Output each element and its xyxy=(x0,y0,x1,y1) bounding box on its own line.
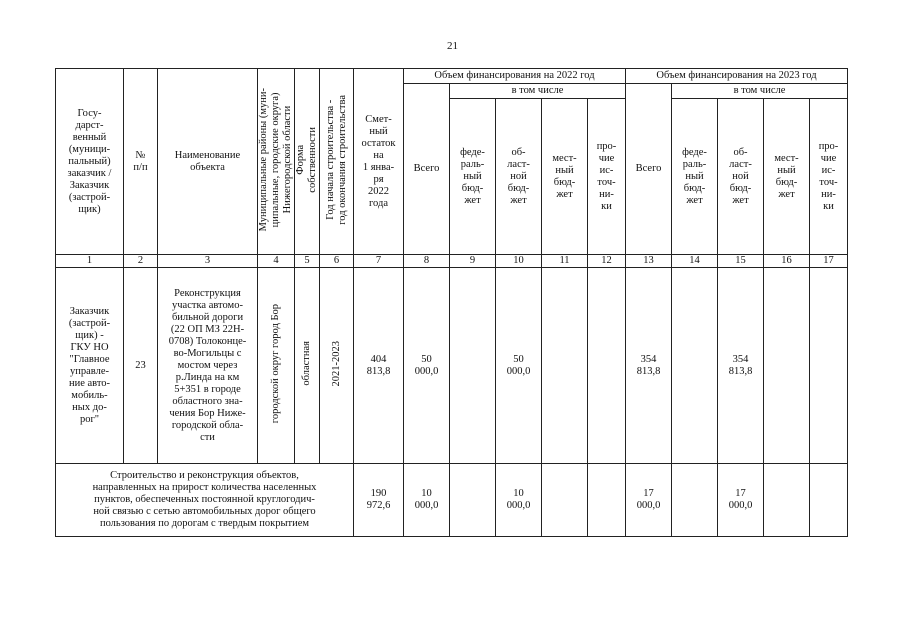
col-num: 17 xyxy=(810,255,848,268)
row1-customer: Заказчик (застрой- щик) - ГКУ НО "Главное управле- ние авто- мобиль- ных до- рог" xyxy=(56,268,124,464)
header-regional-2022: об- ласт- ной бюд- жет xyxy=(496,99,542,255)
row1-federal-2022 xyxy=(450,268,496,464)
row2-total-2023: 17 000,0 xyxy=(626,464,672,537)
row2-federal-2022 xyxy=(450,464,496,537)
row2-total-2022: 10 000,0 xyxy=(404,464,450,537)
col-num: 7 xyxy=(354,255,404,268)
header-customer: Госу- дарст- венный (муници- пальный) заказчик / Заказчик (застрой- щик) xyxy=(56,69,124,255)
row1-years xyxy=(320,268,354,464)
col-num: 12 xyxy=(588,255,626,268)
row2-local-2022 xyxy=(542,464,588,537)
row2-regional-2022: 10 000,0 xyxy=(496,464,542,537)
header-districts xyxy=(258,69,295,255)
row1-local-2023 xyxy=(764,268,810,464)
header-fin-2023: Объем финансирования на 2023 год xyxy=(626,69,848,84)
row1-district xyxy=(258,268,295,464)
col-num: 2 xyxy=(124,255,158,268)
table-row xyxy=(56,464,848,537)
financing-table xyxy=(55,68,848,537)
row2-description: Строительство и реконструкция объектов, направленных на прирост количества населенных пунктов, обеспеченных постоянной круглогодич- ной связью с сетью автомобильных дорог общего пользования по дорогам с твердым покрытием xyxy=(56,464,354,537)
col-num: 16 xyxy=(764,255,810,268)
header-districts-text: Муниципальные районы (муни- ципальные, городские округа) Нижегородской области xyxy=(258,87,293,232)
row1-num: 23 xyxy=(124,268,158,464)
row1-regional-2023: 354 813,8 xyxy=(718,268,764,464)
row1-total-2022: 50 000,0 xyxy=(404,268,450,464)
col-num: 4 xyxy=(258,255,295,268)
header-estimate: Смет- ный остаток на 1 янва- ря 2022 года xyxy=(354,69,404,255)
row2-estimate: 190 972,6 xyxy=(354,464,404,537)
header-object-name: Наименование объекта xyxy=(158,69,258,255)
row1-local-2022 xyxy=(542,268,588,464)
row1-total-2023: 354 813,8 xyxy=(626,268,672,464)
header-other-2023: про- чие ис- точ- ни- ки xyxy=(810,99,848,255)
row1-federal-2023 xyxy=(672,268,718,464)
col-num: 11 xyxy=(542,255,588,268)
row1-district-text: городской округ город Бор xyxy=(270,303,281,424)
col-num: 14 xyxy=(672,255,718,268)
col-num: 10 xyxy=(496,255,542,268)
row1-ownership-text: областная xyxy=(301,341,312,386)
row1-ownership xyxy=(295,268,320,464)
header-ownership-text: Форма собственности xyxy=(295,126,318,193)
row1-object: Реконструкция участка автомо- бильной дороги (22 ОП МЗ 22Н- 0708) Толоконце- во-Могильцы с мостом через р.Линда на км 5+351 в городе областного зна- чения Бор Ниже- городской обла- сти xyxy=(158,268,258,464)
header-num: № п/п xyxy=(124,69,158,255)
col-num: 6 xyxy=(320,255,354,268)
table-row xyxy=(56,268,848,464)
header-regional-2023: об- ласт- ной бюд- жет xyxy=(718,99,764,255)
row2-regional-2023: 17 000,0 xyxy=(718,464,764,537)
col-num: 3 xyxy=(158,255,258,268)
header-total-2022: Всего xyxy=(404,84,450,255)
page-number: 21 xyxy=(447,40,458,52)
col-num: 8 xyxy=(404,255,450,268)
row1-regional-2022: 50 000,0 xyxy=(496,268,542,464)
header-total-2023: Всего xyxy=(626,84,672,255)
col-num: 13 xyxy=(626,255,672,268)
header-incl-2023: в том числе xyxy=(672,84,848,99)
row1-estimate: 404 813,8 xyxy=(354,268,404,464)
row2-other-2023 xyxy=(810,464,848,537)
header-federal-2022: феде- раль- ный бюд- жет xyxy=(450,99,496,255)
header-local-2023: мест- ный бюд- жет xyxy=(764,99,810,255)
header-fin-2022: Объем финансирования на 2022 год xyxy=(404,69,626,84)
header-local-2022: мест- ный бюд- жет xyxy=(542,99,588,255)
col-num: 9 xyxy=(450,255,496,268)
column-number-row xyxy=(56,255,848,268)
header-years-text: Год начала строительства - год окончания строительства xyxy=(324,94,348,225)
row2-other-2022 xyxy=(588,464,626,537)
header-other-2022: про- чие ис- точ- ни- ки xyxy=(588,99,626,255)
header-federal-2023: феде- раль- ный бюд- жет xyxy=(672,99,718,255)
row1-other-2022 xyxy=(588,268,626,464)
row2-federal-2023 xyxy=(672,464,718,537)
row1-years-text: 2021-2023 xyxy=(330,340,342,387)
header-incl-2022: в том числе xyxy=(450,84,626,99)
row2-local-2023 xyxy=(764,464,810,537)
header-ownership xyxy=(295,69,320,255)
col-num: 1 xyxy=(56,255,124,268)
row1-other-2023 xyxy=(810,268,848,464)
col-num: 5 xyxy=(295,255,320,268)
header-years xyxy=(320,69,354,255)
col-num: 15 xyxy=(718,255,764,268)
